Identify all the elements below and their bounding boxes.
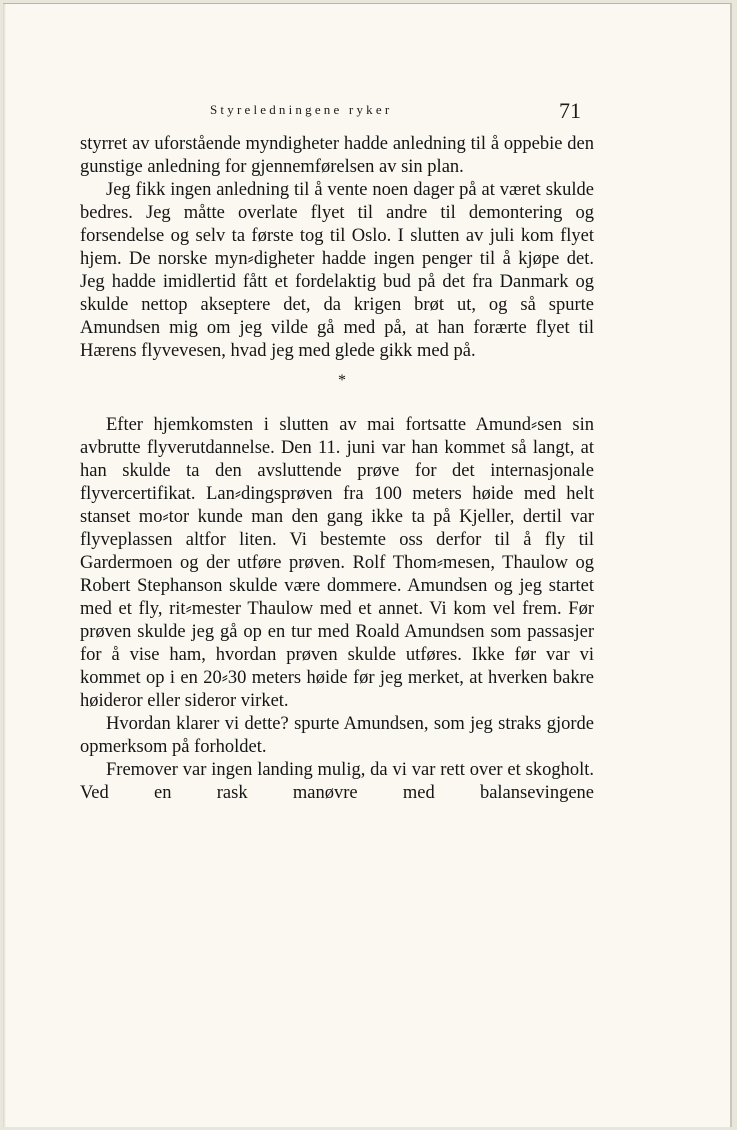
paragraph-3: Efter hjemkomsten i slutten av mai fortsatte Amund⸗sen sin avbrutte flyverutdannelse. Den 11. juni var han kommet så langt, at han skulde ta den avsluttende prøve for det internasjonale flyvercertifikat. Lan⸗dingsprøven fra 100 meters høide med helt stanset mo⸗tor kunde man den gang ikke ta på Kjeller, dertil var flyveplassen altfor liten. Vi bestemte oss derfor til å fly til Gardermoen og der utføre prøven. Rolf Thom⸗mesen, Thaulow og Robert Stephanson skulde være dommere. Amundsen og jeg startet med et fly, rit⸗mester Thaulow med et annet. Vi kom vel frem. Før prøven skulde jeg gå op en tur med Roald Amundsen som passasjer for å vise ham, hvordan prøven skulde utføres. Ikke før var vi kommet op i en 20⸗30 meters høide før jeg merket, at hverken bakre høideror eller sideror virket. <box>80 415 594 711</box>
book-page <box>3 3 732 1127</box>
page-body <box>80 133 594 805</box>
paragraph-2: Jeg fikk ingen anledning til å vente noen dager på at været skulde bedres. Jeg måtte overlate flyet til andre til demontering og forsendelse og selv ta første tog til Oslo. I slutten av juli kom flyet hjem. De norske myn⸗digheter hadde ingen penger til å kjøpe det. Jeg hadde imidlertid fått et fordelaktig bud på det fra Danmark og skulde nettop akseptere det, da krigen brøt ut, og så spurte Amundsen mig om jeg vilde gå med på, at han forærte flyet til Hærens flyvevesen, hvad jeg med glede gikk med på. <box>80 180 594 361</box>
section-break-asterisk: * <box>338 372 346 389</box>
page-number: 71 <box>559 98 581 123</box>
paragraph-5: Fremover var ingen landing mulig, da vi var rett over et skogholt. Ved en rask manøvre med balansevingene <box>80 760 594 803</box>
paragraph-1: styrret av uforstående myndigheter hadde anledning til å oppebie den gunstige anledning for gjennemførelsen av sin plan. <box>80 134 594 177</box>
page-header <box>80 100 583 126</box>
running-title: Styreledningene ryker <box>210 102 393 117</box>
paragraph-4: Hvordan klarer vi dette? spurte Amundsen, som jeg straks gjorde opmerksom på forholdet. <box>80 714 594 757</box>
